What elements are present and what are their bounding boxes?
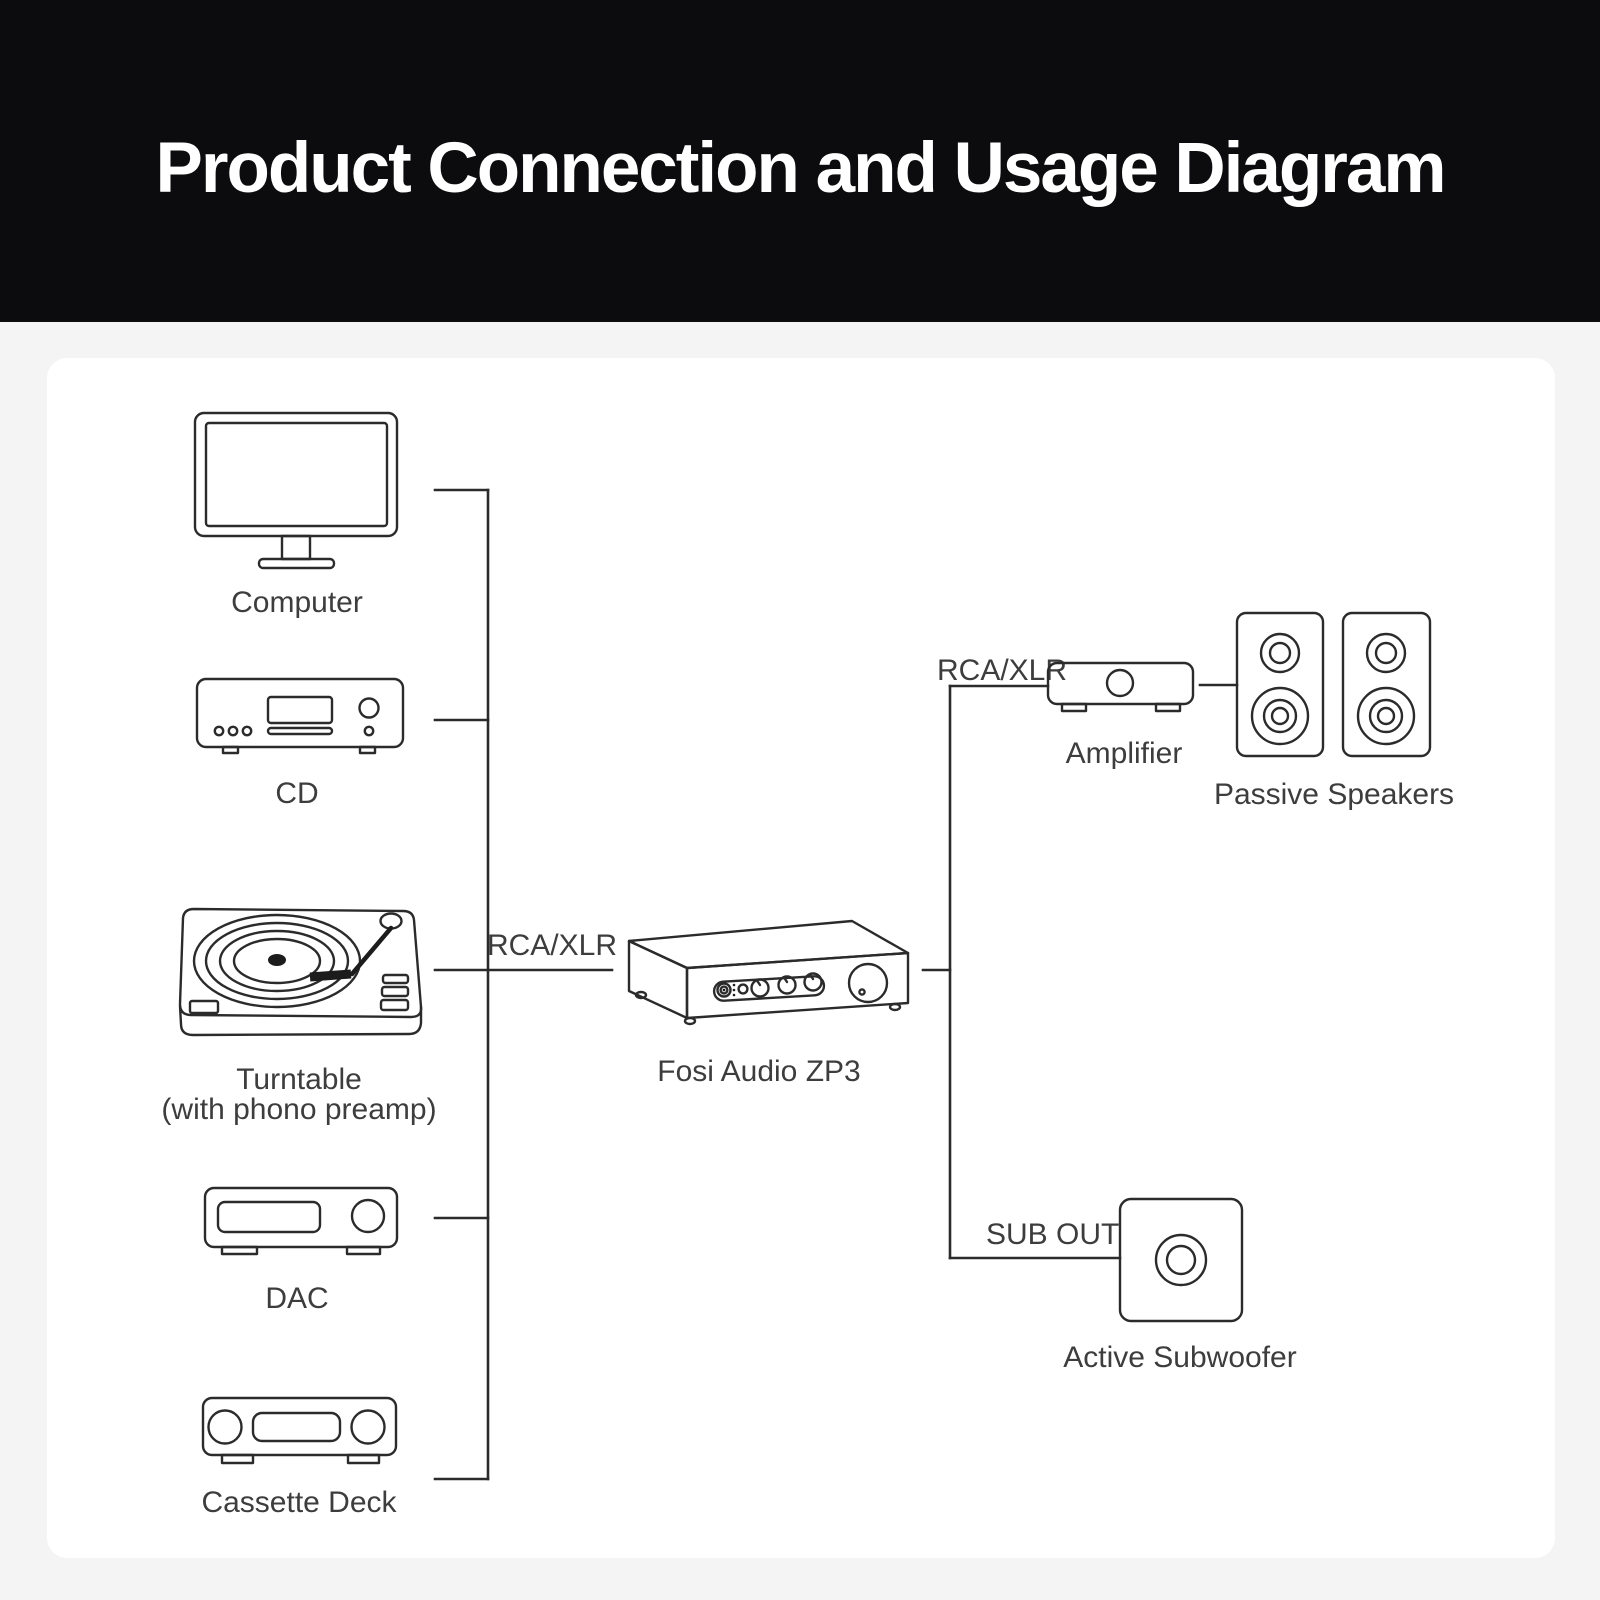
passive-speaker-left-icon — [1237, 613, 1323, 756]
turntable-icon — [180, 909, 421, 1035]
amp-cable-label: RCA/XLR — [937, 654, 1068, 687]
turntable-label: Turntable — [236, 1063, 362, 1096]
fosi-zp3-label: Fosi Audio ZP3 — [657, 1055, 861, 1088]
dac-label: DAC — [265, 1282, 329, 1315]
active-subwoofer-label: Active Subwoofer — [1063, 1341, 1297, 1374]
cassette-deck-icon — [203, 1398, 396, 1463]
diagram-card — [47, 358, 1555, 1558]
computer-icon — [195, 413, 397, 568]
cassette-deck-label: Cassette Deck — [201, 1486, 397, 1519]
sub-cable-label: SUB OUT — [986, 1218, 1120, 1251]
page-header — [0, 0, 1600, 322]
turntable-sublabel: (with phono preamp) — [161, 1093, 437, 1126]
cd-label: CD — [275, 777, 319, 810]
page-title: Product Connection and Usage Diagram — [155, 128, 1445, 208]
amplifier-label: Amplifier — [1065, 737, 1183, 770]
input-cable-label: RCA/XLR — [486, 929, 618, 962]
dac-icon — [205, 1188, 397, 1254]
passive-speakers-label: Passive Speakers — [1213, 778, 1455, 811]
connection-diagram — [47, 358, 1555, 1558]
cd-player-icon — [197, 679, 403, 753]
amplifier-icon — [1048, 663, 1193, 711]
computer-label: Computer — [231, 586, 363, 619]
fosi-zp3-icon — [629, 921, 908, 1024]
passive-speaker-right-icon — [1343, 613, 1430, 756]
wires — [435, 490, 1237, 1479]
subwoofer-icon — [1120, 1199, 1242, 1321]
